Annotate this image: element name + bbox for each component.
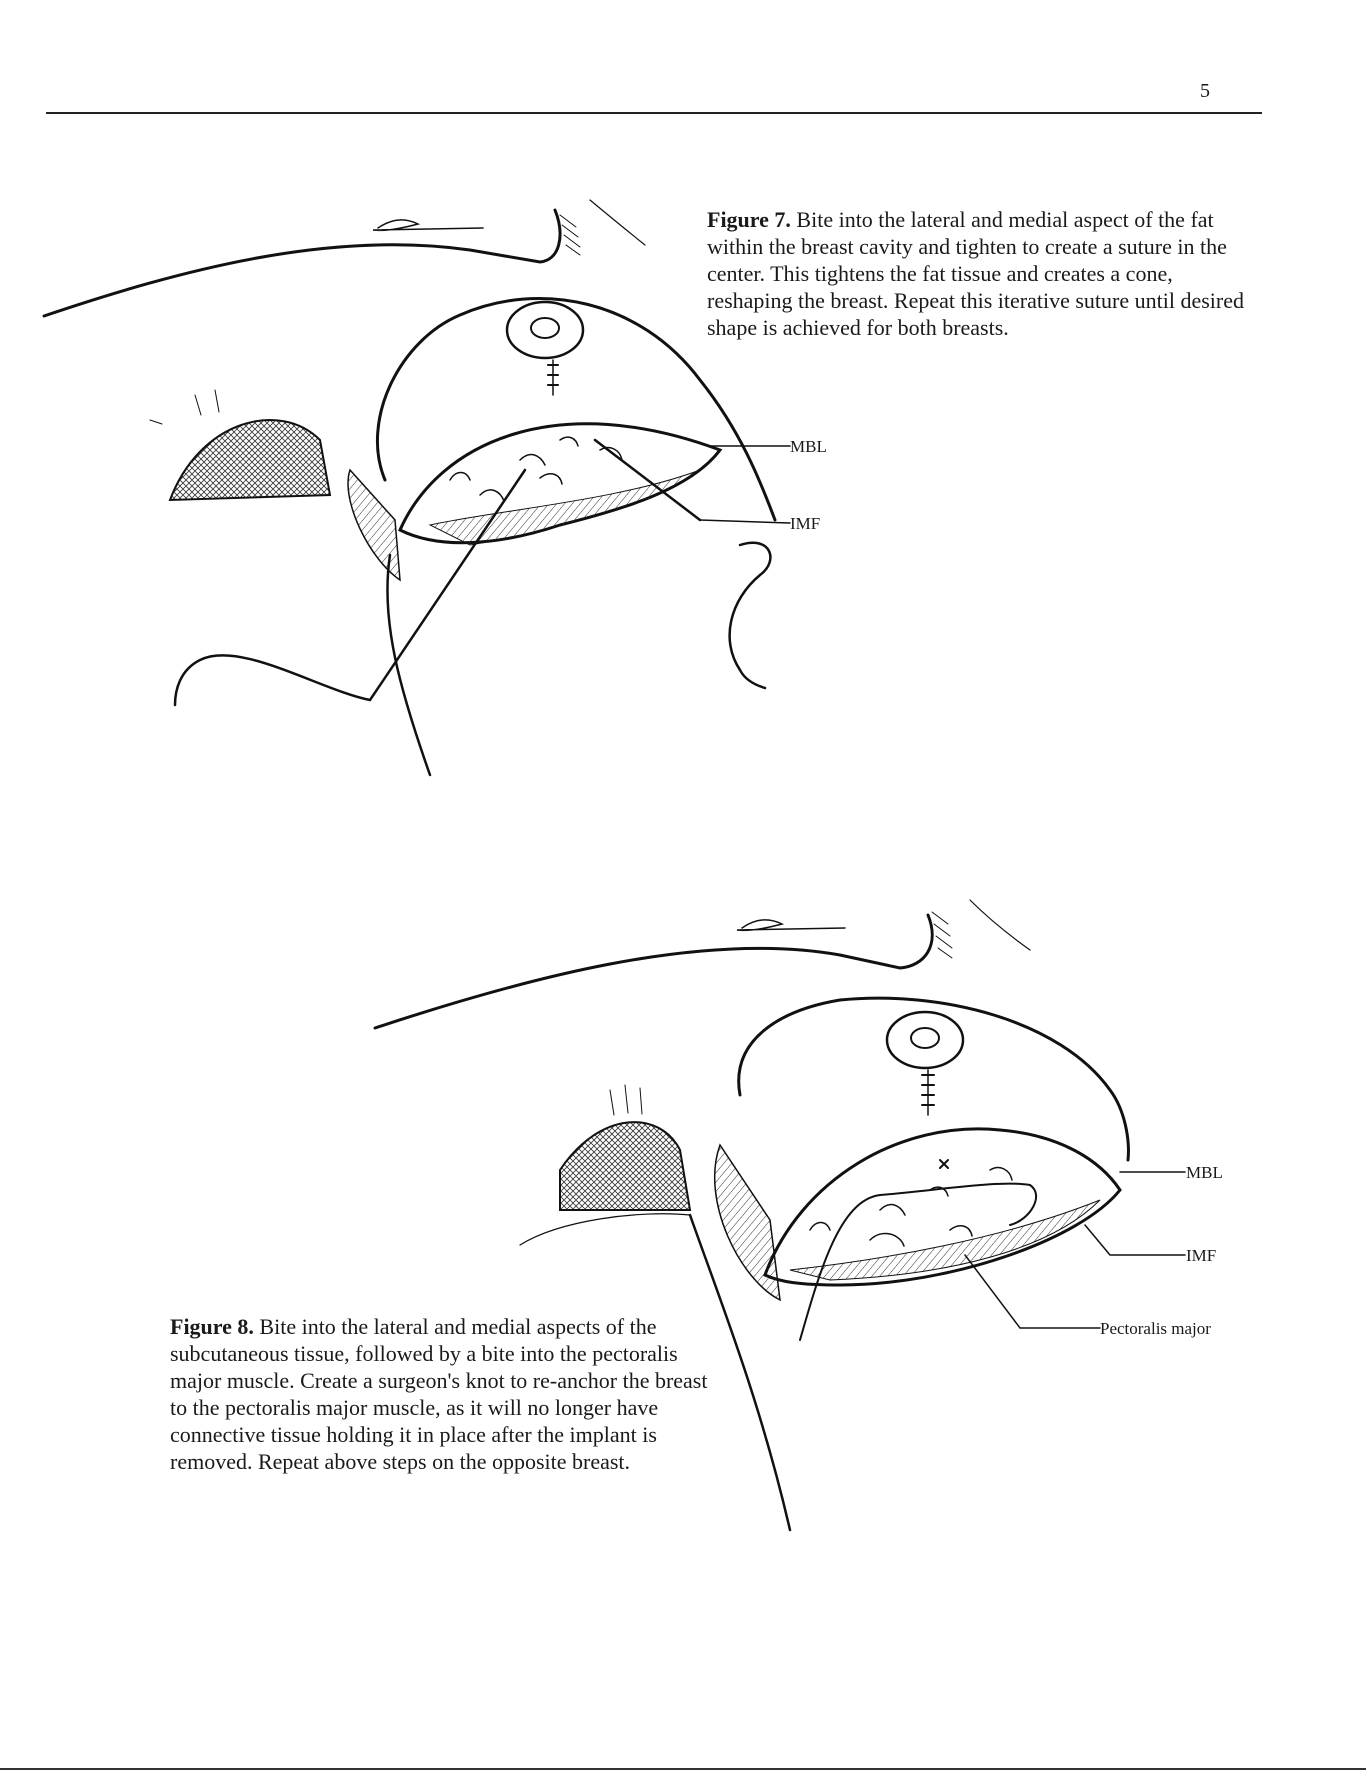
fig8-label-imf: IMF <box>1186 1246 1217 1265</box>
figure-8-caption-text: Bite into the lateral and medial aspects of the subcutaneous tissue, followed by a bite into the pectoralis major muscle. Create a surgeon's knot to re-anchor the breast to the pectoralis major muscle, as it will no longer have connective tissue holding it in place after the implant is removed. Repeat above steps on the opposite breast. <box>170 1314 708 1474</box>
artist-signature-icon <box>373 220 483 231</box>
fig8-label-mbl: MBL <box>1186 1163 1223 1182</box>
figure-7-caption <box>707 206 1247 341</box>
page-number: 5 <box>1200 80 1210 102</box>
bottom-rule <box>0 1768 1366 1770</box>
figure-7-label: Figure 7. <box>707 207 791 232</box>
fig8-label-pectoralis: Pectoralis major <box>1100 1319 1211 1338</box>
figure-7-caption-text: Bite into the lateral and medial aspect of the fat within the breast cavity and tighten to create a suture in the center. This tightens the fat tissue and creates a cone, reshaping the breast. Repeat this iterative suture until desired shape is achieved for both breasts. <box>707 207 1245 340</box>
artist-signature-icon <box>737 920 845 931</box>
figure-8-label: Figure 8. <box>170 1314 254 1339</box>
figure-7-illustration <box>44 200 790 775</box>
fig7-label-imf: IMF <box>790 514 821 533</box>
fig7-label-mbl: MBL <box>790 437 827 456</box>
figure-8-caption <box>170 1313 710 1475</box>
